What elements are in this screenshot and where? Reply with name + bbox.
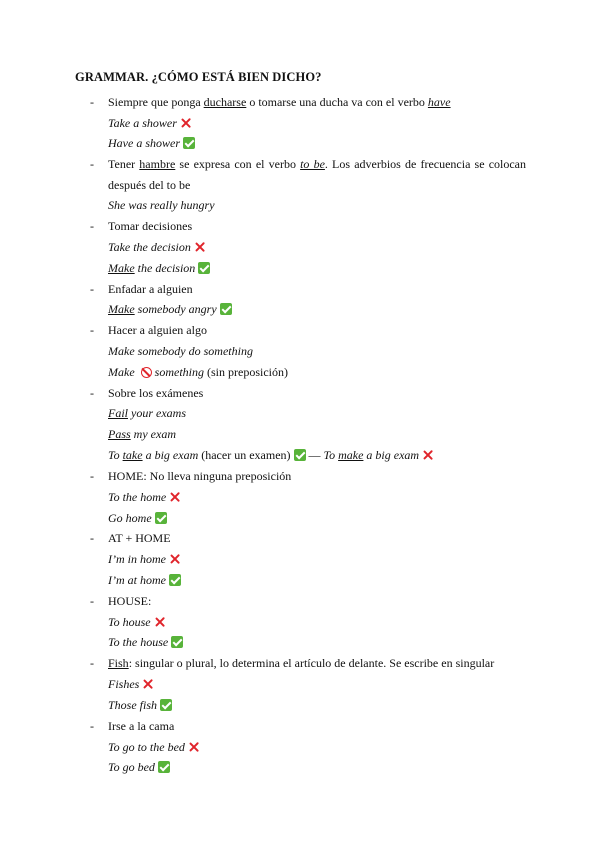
list-item-hungry: Tener hambre se expresa con el verbo to be. Los adverbios de frecuencia se colocan — [108, 157, 527, 171]
example-line: Fishes — [108, 677, 154, 691]
list-item-exams: Sobre los exámenes — [108, 386, 204, 400]
list-dash: - — [90, 719, 94, 733]
check-mark-icon — [171, 636, 183, 648]
check-mark-icon — [169, 574, 181, 586]
cross-mark-icon — [422, 449, 434, 461]
cross-mark-icon — [169, 491, 181, 503]
no-entry-icon — [141, 367, 152, 378]
list-dash: - — [90, 594, 94, 608]
example-line: Have a shower — [108, 136, 195, 150]
example-line: To the home — [108, 490, 181, 504]
list-dash: - — [90, 219, 94, 233]
cross-mark-icon — [180, 117, 192, 129]
cross-mark-icon — [169, 553, 181, 565]
example-line: Make somebody do something — [108, 344, 253, 358]
example-line: Make something (sin preposición) — [108, 365, 288, 379]
example-line: I’m at home — [108, 573, 181, 587]
check-mark-icon — [294, 449, 306, 461]
cross-mark-icon — [194, 241, 206, 253]
check-mark-icon — [183, 137, 195, 149]
list-item-continuation: después del to be — [108, 178, 191, 192]
example-line: Make somebody angry — [108, 302, 232, 316]
list-item-at-home: AT + HOME — [108, 531, 171, 545]
example-line: To house — [108, 615, 166, 629]
example-line: She was really hungry — [108, 198, 215, 212]
example-line: To go bed — [108, 760, 170, 774]
cross-mark-icon — [154, 616, 166, 628]
example-line: Go home — [108, 511, 167, 525]
example-line: Those fish — [108, 698, 172, 712]
check-mark-icon — [158, 761, 170, 773]
list-item-home: HOME: No lleva ninguna preposición — [108, 469, 292, 483]
list-dash: - — [90, 531, 94, 545]
list-dash: - — [90, 656, 94, 670]
check-mark-icon — [198, 262, 210, 274]
list-dash: - — [90, 323, 94, 337]
example-line: Take the decision — [108, 240, 206, 254]
example-line: Pass my exam — [108, 427, 176, 441]
list-item-house: HOUSE: — [108, 594, 152, 608]
example-line: To take a big exam (hacer un examen) — To make a big exam — [108, 448, 434, 462]
check-mark-icon — [155, 512, 167, 524]
example-line: Take a shower — [108, 116, 192, 130]
list-dash: - — [90, 469, 94, 483]
example-line: Fail your exams — [108, 406, 186, 420]
list-item-make-do: Hacer a alguien algo — [108, 323, 207, 337]
example-line: I’m in home — [108, 552, 181, 566]
example-line: To the house — [108, 635, 183, 649]
list-item-fish: Fish: singular o plural, lo determina el artículo de delante. Se escribe en singular — [108, 656, 495, 670]
list-item-angry: Enfadar a alguien — [108, 282, 193, 296]
list-dash: - — [90, 157, 94, 171]
list-dash: - — [90, 386, 94, 400]
list-item-decisions: Tomar decisiones — [108, 219, 193, 233]
example-line: To go to the bed — [108, 740, 200, 754]
list-dash: - — [90, 95, 94, 109]
cross-mark-icon — [188, 741, 200, 753]
list-item-bed: Irse a la cama — [108, 719, 175, 733]
cross-mark-icon — [142, 678, 154, 690]
list-dash: - — [90, 282, 94, 296]
page-title: GRAMMAR. ¿CÓMO ESTÁ BIEN DICHO? — [75, 70, 322, 84]
list-item-shower: Siempre que ponga ducharse o tomarse una ducha va con el verbo have — [108, 95, 451, 109]
check-mark-icon — [160, 699, 172, 711]
check-mark-icon — [220, 303, 232, 315]
example-line: Make the decision — [108, 261, 210, 275]
